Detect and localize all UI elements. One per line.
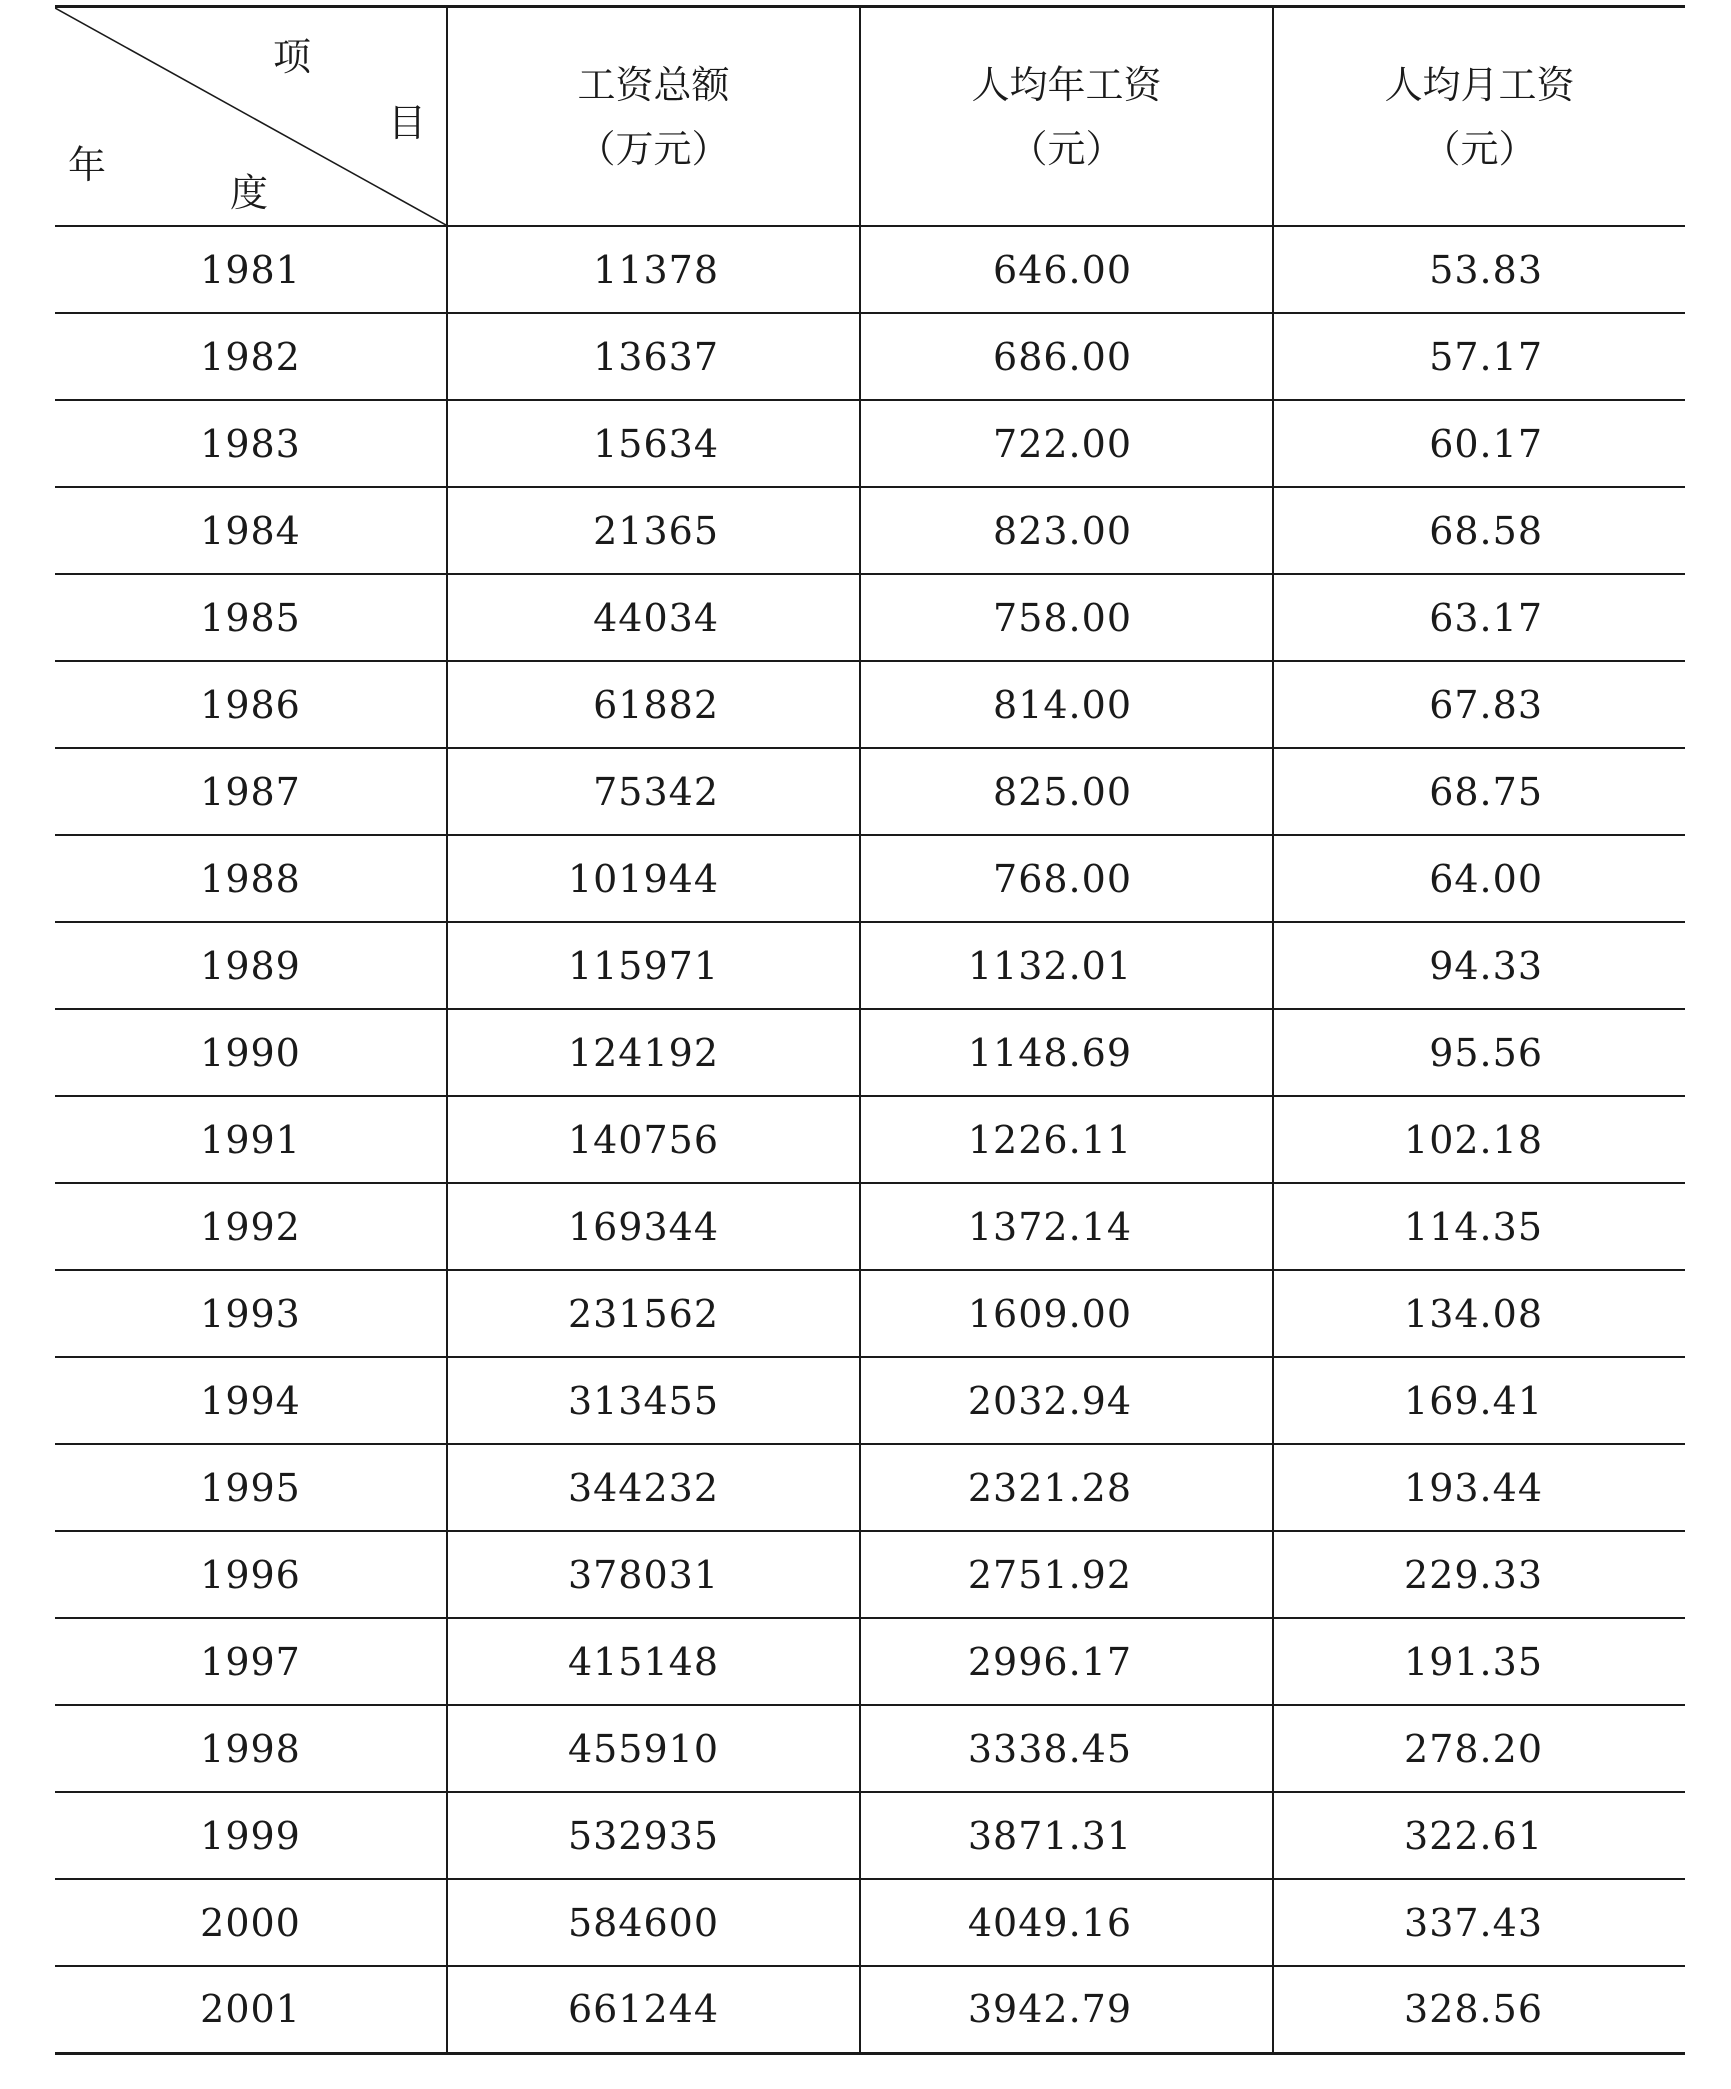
cell-total-wages: 75342 xyxy=(447,748,860,835)
header-annual-wage-label: 人均年工资 xyxy=(971,62,1162,107)
cell-annual-wage: 646.00 xyxy=(860,226,1273,313)
cell-annual-wage: 3871.31 xyxy=(860,1792,1273,1879)
header-annual-wage xyxy=(860,7,1273,227)
cell-year: 1994 xyxy=(55,1357,447,1444)
cell-monthly-wage: 337.43 xyxy=(1273,1879,1685,1966)
header-row xyxy=(55,7,1685,227)
cell-total-wages: 13637 xyxy=(447,313,860,400)
cell-total-wages: 313455 xyxy=(447,1357,860,1444)
cell-annual-wage: 2996.17 xyxy=(860,1618,1273,1705)
cell-monthly-wage: 102.18 xyxy=(1273,1096,1685,1183)
cell-annual-wage: 1372.14 xyxy=(860,1183,1273,1270)
cell-monthly-wage: 328.56 xyxy=(1273,1966,1685,2053)
cell-total-wages: 11378 xyxy=(447,226,860,313)
cell-annual-wage: 758.00 xyxy=(860,574,1273,661)
cell-total-wages: 415148 xyxy=(447,1618,860,1705)
cell-annual-wage: 3338.45 xyxy=(860,1705,1273,1792)
cell-year: 1985 xyxy=(55,574,447,661)
cell-year: 1989 xyxy=(55,922,447,1009)
table-row xyxy=(55,1270,1685,1357)
table-row xyxy=(55,1531,1685,1618)
corner-label-item-char-2: 目 xyxy=(388,101,427,145)
cell-annual-wage: 3942.79 xyxy=(860,1966,1273,2053)
table-row xyxy=(55,1705,1685,1792)
cell-year: 1997 xyxy=(55,1618,447,1705)
table-row xyxy=(55,226,1685,313)
cell-year: 1987 xyxy=(55,748,447,835)
cell-year: 1983 xyxy=(55,400,447,487)
table-row xyxy=(55,1009,1685,1096)
cell-total-wages: 21365 xyxy=(447,487,860,574)
cell-year: 1988 xyxy=(55,835,447,922)
cell-total-wages: 455910 xyxy=(447,1705,860,1792)
header-monthly-wage-label: 人均月工资 xyxy=(1384,62,1575,107)
cell-monthly-wage: 322.61 xyxy=(1273,1792,1685,1879)
cell-monthly-wage: 229.33 xyxy=(1273,1531,1685,1618)
cell-annual-wage: 768.00 xyxy=(860,835,1273,922)
corner-label-item-char-1: 项 xyxy=(273,35,312,79)
cell-total-wages: 124192 xyxy=(447,1009,860,1096)
cell-year: 1996 xyxy=(55,1531,447,1618)
cell-year: 2000 xyxy=(55,1879,447,1966)
cell-total-wages: 661244 xyxy=(447,1966,860,2053)
cell-annual-wage: 823.00 xyxy=(860,487,1273,574)
cell-annual-wage: 722.00 xyxy=(860,400,1273,487)
table-row xyxy=(55,1183,1685,1270)
cell-annual-wage: 1226.11 xyxy=(860,1096,1273,1183)
header-monthly-wage xyxy=(1273,7,1685,227)
cell-monthly-wage: 57.17 xyxy=(1273,313,1685,400)
cell-monthly-wage: 134.08 xyxy=(1273,1270,1685,1357)
table-row xyxy=(55,400,1685,487)
table-row xyxy=(55,1618,1685,1705)
cell-annual-wage: 2751.92 xyxy=(860,1531,1273,1618)
cell-year: 1982 xyxy=(55,313,447,400)
header-annual-wage-unit: （元） xyxy=(1009,126,1124,171)
cell-total-wages: 115971 xyxy=(447,922,860,1009)
cell-monthly-wage: 60.17 xyxy=(1273,400,1685,487)
table-row xyxy=(55,922,1685,1009)
cell-total-wages: 584600 xyxy=(447,1879,860,1966)
cell-year: 1984 xyxy=(55,487,447,574)
corner-label-year-char-1: 年 xyxy=(68,143,107,187)
header-monthly-wage-unit: （元） xyxy=(1422,126,1537,171)
cell-annual-wage: 686.00 xyxy=(860,313,1273,400)
cell-total-wages: 378031 xyxy=(447,1531,860,1618)
table-row xyxy=(55,1096,1685,1183)
table-row xyxy=(55,748,1685,835)
corner-header-cell xyxy=(55,7,447,227)
cell-monthly-wage: 94.33 xyxy=(1273,922,1685,1009)
table-body xyxy=(55,226,1685,2053)
cell-total-wages: 231562 xyxy=(447,1270,860,1357)
cell-annual-wage: 1609.00 xyxy=(860,1270,1273,1357)
cell-total-wages: 61882 xyxy=(447,661,860,748)
cell-total-wages: 15634 xyxy=(447,400,860,487)
table-row xyxy=(55,1966,1685,2053)
table-row xyxy=(55,1879,1685,1966)
cell-monthly-wage: 68.58 xyxy=(1273,487,1685,574)
cell-total-wages: 44034 xyxy=(447,574,860,661)
cell-year: 1998 xyxy=(55,1705,447,1792)
table-row xyxy=(55,1792,1685,1879)
cell-total-wages: 344232 xyxy=(447,1444,860,1531)
cell-monthly-wage: 193.44 xyxy=(1273,1444,1685,1531)
cell-annual-wage: 825.00 xyxy=(860,748,1273,835)
cell-annual-wage: 2321.28 xyxy=(860,1444,1273,1531)
table-row xyxy=(55,1444,1685,1531)
cell-year: 1993 xyxy=(55,1270,447,1357)
cell-annual-wage: 814.00 xyxy=(860,661,1273,748)
cell-year: 1992 xyxy=(55,1183,447,1270)
cell-total-wages: 532935 xyxy=(447,1792,860,1879)
table-row xyxy=(55,574,1685,661)
cell-year: 1995 xyxy=(55,1444,447,1531)
wage-statistics-table xyxy=(55,5,1685,2055)
cell-monthly-wage: 169.41 xyxy=(1273,1357,1685,1444)
cell-year: 1999 xyxy=(55,1792,447,1879)
cell-monthly-wage: 63.17 xyxy=(1273,574,1685,661)
header-total-wages-label: 工资总额 xyxy=(577,62,730,107)
table-row xyxy=(55,313,1685,400)
cell-annual-wage: 2032.94 xyxy=(860,1357,1273,1444)
corner-label-year-char-2: 度 xyxy=(230,171,269,215)
cell-monthly-wage: 68.75 xyxy=(1273,748,1685,835)
cell-monthly-wage: 64.00 xyxy=(1273,835,1685,922)
cell-year: 1986 xyxy=(55,661,447,748)
cell-year: 1981 xyxy=(55,226,447,313)
table-row xyxy=(55,487,1685,574)
cell-total-wages: 140756 xyxy=(447,1096,860,1183)
cell-monthly-wage: 114.35 xyxy=(1273,1183,1685,1270)
header-total-wages xyxy=(447,7,860,227)
cell-total-wages: 101944 xyxy=(447,835,860,922)
cell-monthly-wage: 95.56 xyxy=(1273,1009,1685,1096)
cell-monthly-wage: 53.83 xyxy=(1273,226,1685,313)
cell-year: 2001 xyxy=(55,1966,447,2053)
cell-monthly-wage: 67.83 xyxy=(1273,661,1685,748)
cell-monthly-wage: 278.20 xyxy=(1273,1705,1685,1792)
cell-annual-wage: 4049.16 xyxy=(860,1879,1273,1966)
table-row xyxy=(55,1357,1685,1444)
table-row xyxy=(55,661,1685,748)
cell-total-wages: 169344 xyxy=(447,1183,860,1270)
cell-year: 1990 xyxy=(55,1009,447,1096)
cell-annual-wage: 1148.69 xyxy=(860,1009,1273,1096)
table-header xyxy=(55,7,1685,227)
cell-annual-wage: 1132.01 xyxy=(860,922,1273,1009)
header-total-wages-unit: （万元） xyxy=(577,126,730,171)
cell-year: 1991 xyxy=(55,1096,447,1183)
cell-monthly-wage: 191.35 xyxy=(1273,1618,1685,1705)
table-row xyxy=(55,835,1685,922)
